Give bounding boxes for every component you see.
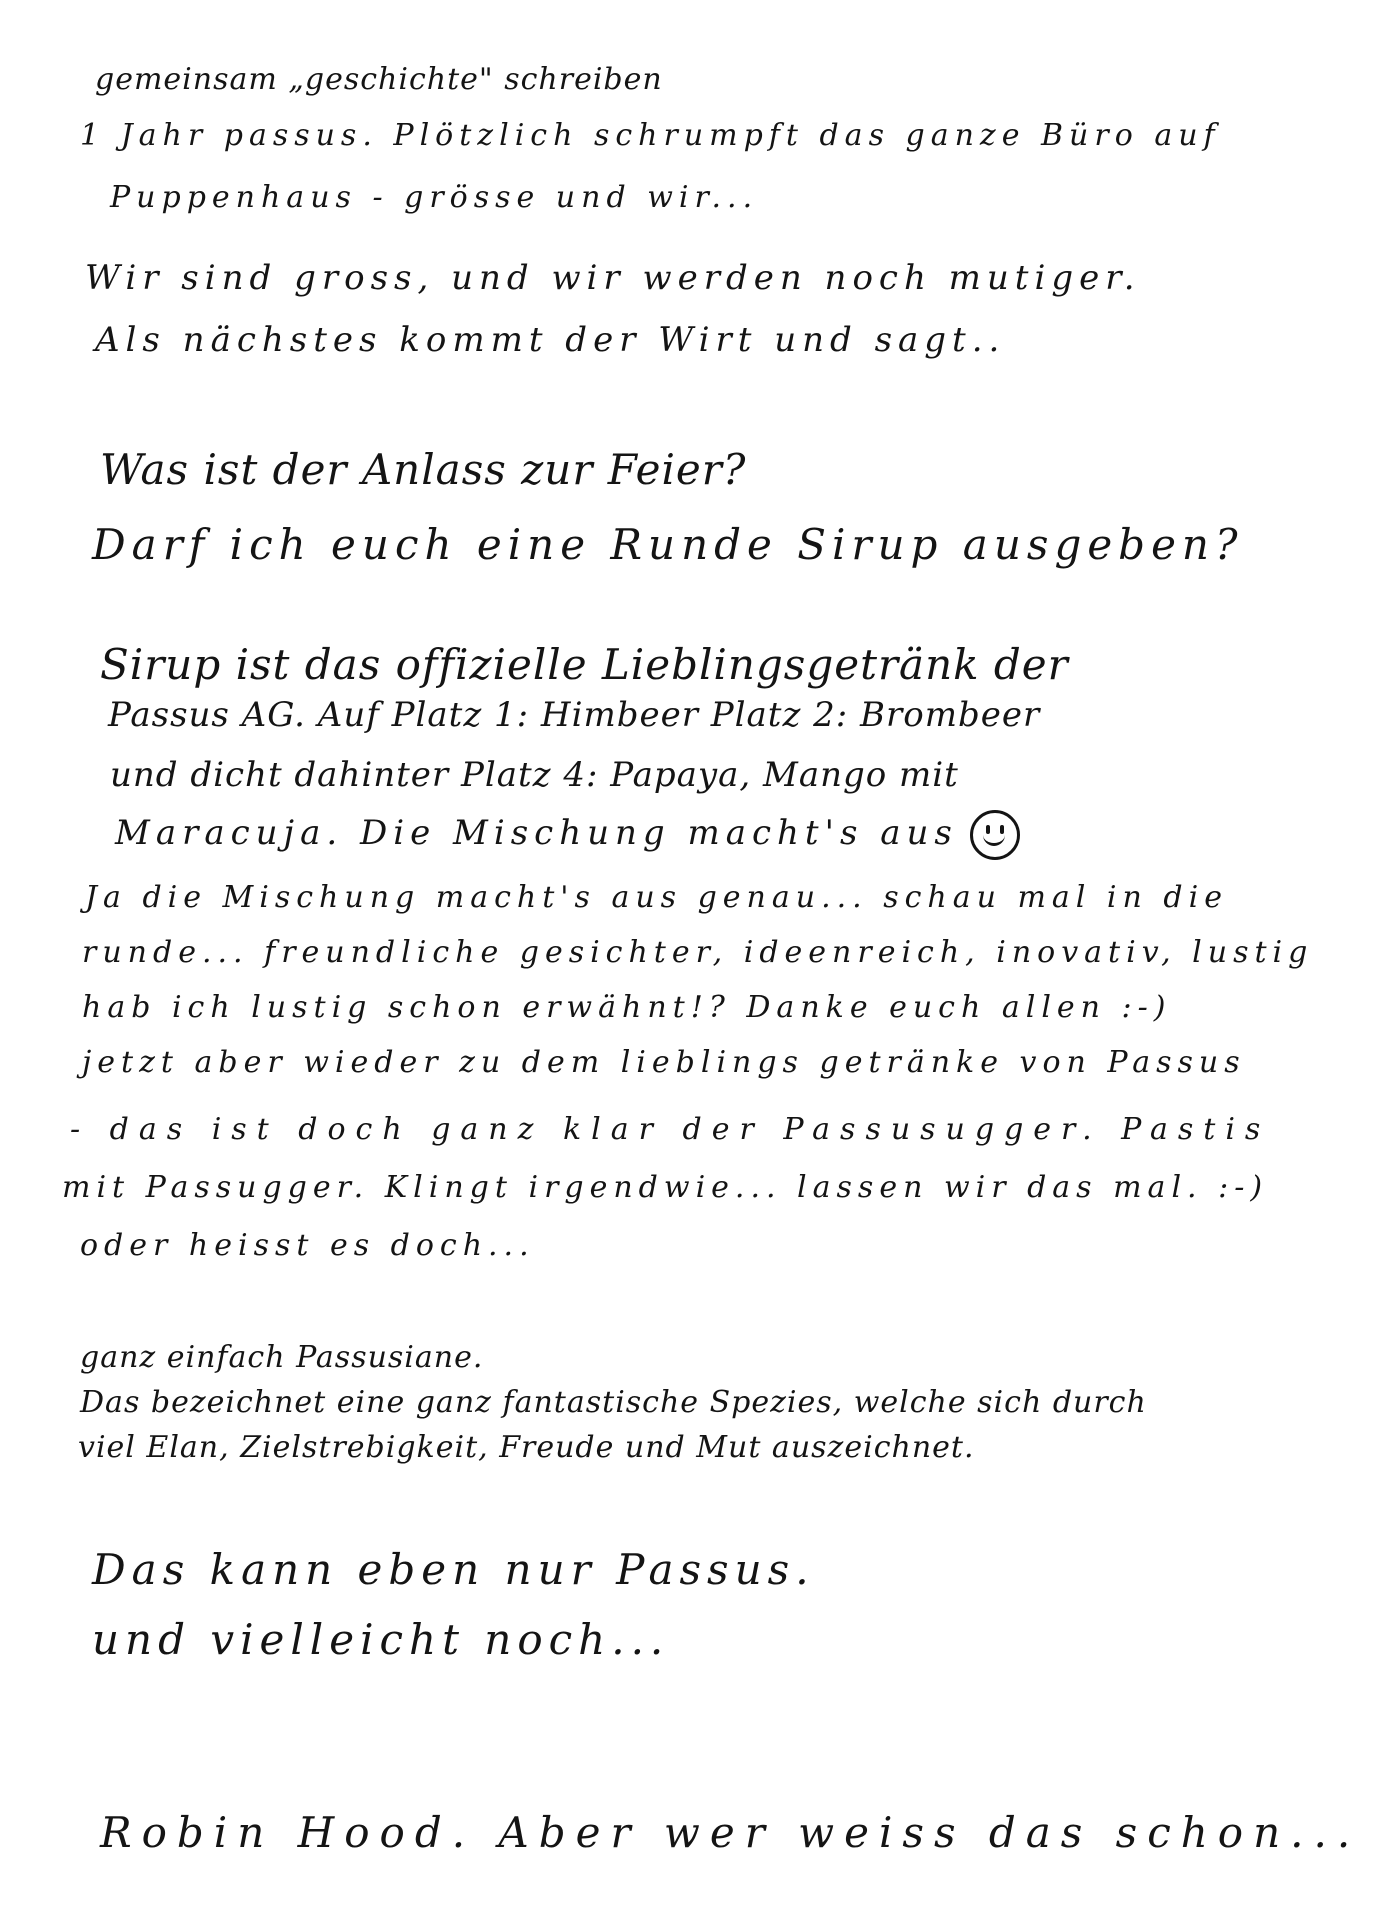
note-line: jetzt aber wieder zu dem lieblings getränke von Passus — [82, 1045, 1246, 1080]
note-line: und dicht dahinter Platz 4: Papaya, Mango mit — [110, 755, 959, 795]
note-line: Als nächstes kommt der Wirt und sagt.. — [95, 320, 1006, 360]
note-line: Puppenhaus - grösse und wir... — [110, 180, 759, 215]
note-line: - das ist doch ganz klar der Passusugger. Pastis — [70, 1112, 1271, 1147]
note-line: Darf ich euch eine Runde Sirup ausgeben? — [92, 520, 1244, 569]
note-line — [115, 810, 1020, 860]
note-line: viel Elan, Zielstrebigkeit, Freude und Mut auszeichnet. — [78, 1430, 975, 1465]
note-line: Robin Hood. Aber wer weiss das schon... — [100, 1808, 1361, 1857]
note-line: gemeinsam „geschichte" schreiben — [95, 62, 663, 97]
note-line: Sirup ist das offizielle Lieblingsgetränk der — [100, 640, 1069, 689]
note-line: oder heisst es doch... — [80, 1228, 535, 1263]
note-line: Passus AG. Auf Platz 1: Himbeer Platz 2: Brombeer — [108, 695, 1041, 735]
note-line: Das bezeichnet eine ganz fantastische Spezies, welche sich durch — [80, 1385, 1147, 1420]
note-line: Wir sind gross, und wir werden noch mutiger. — [85, 258, 1141, 298]
note-line: mit Passugger. Klingt irgendwie... lassen wir das mal. :-) — [62, 1170, 1269, 1205]
note-line: 1 Jahr passus. Plötzlich schrumpft das ganze Büro auf — [80, 118, 1221, 153]
note-line: Ja die Mischung macht's aus genau... schau mal in die — [85, 880, 1228, 915]
note-line: runde... freundliche gesichter, ideenreich, inovativ, lustig — [82, 935, 1314, 970]
note-line-text: Maracuja. Die Mischung macht's aus — [115, 813, 958, 853]
note-line: ganz einfach Passusiane. — [80, 1340, 484, 1375]
note-line: und vielleicht noch... — [92, 1615, 670, 1664]
note-line: hab ich lustig schon erwähnt!? Danke euch allen :-) — [82, 990, 1172, 1025]
note-line: Das kann eben nur Passus. — [92, 1545, 815, 1594]
note-line: Was ist der Anlass zur Feier? — [100, 445, 747, 494]
smiley-face-icon — [970, 810, 1020, 860]
